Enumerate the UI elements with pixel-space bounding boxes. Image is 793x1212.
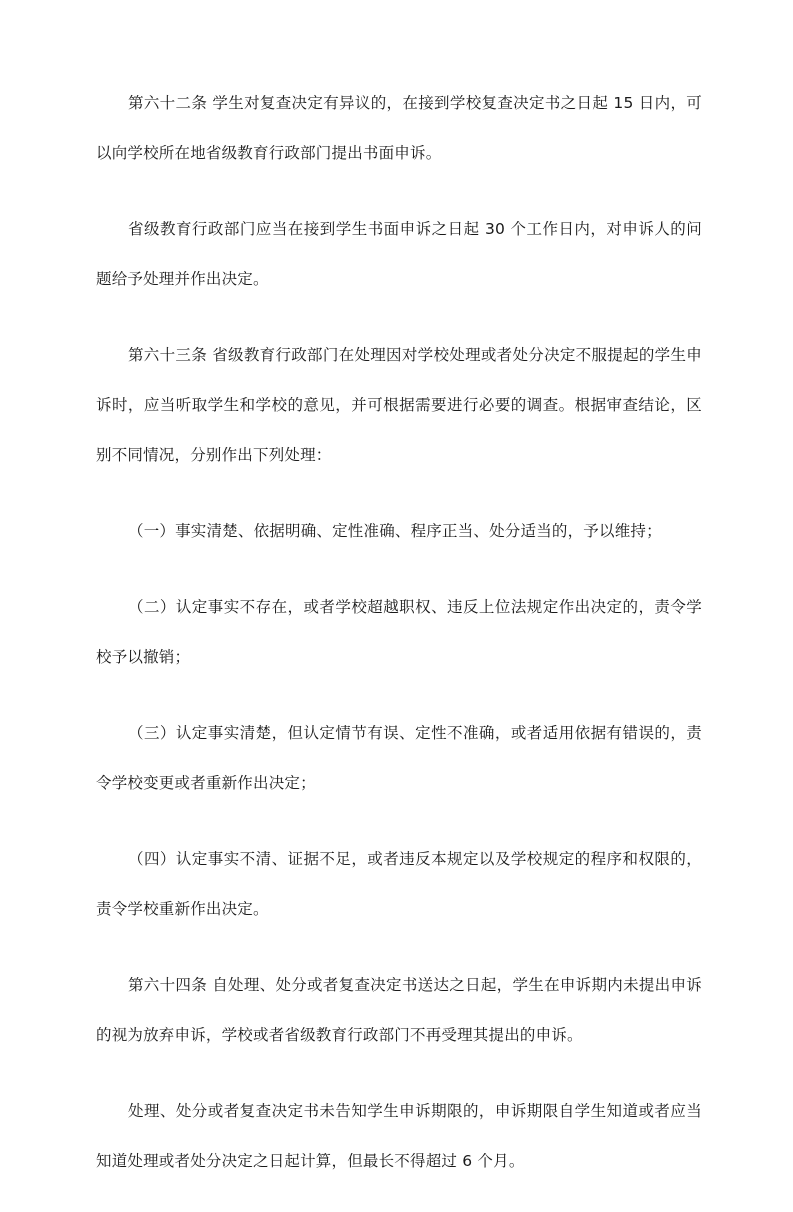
paragraph-article-62: 第六十二条 学生对复查决定有异议的，在接到学校复查决定书之日起 15 日内，可以向学校所在地省级教育行政部门提出书面申诉。 — [96, 94, 702, 162]
paragraph-article-64: 第六十四条 自处理、处分或者复查决定书送达之日起，学生在申诉期内未提出申诉的视为放弃申诉，学校或者省级教育行政部门不再受理其提出的申诉。 — [96, 976, 702, 1044]
paragraph-item-2: （二）认定事实不存在，或者学校超越职权、违反上位法规定作出决定的，责令学校予以撤销； — [96, 598, 702, 666]
paragraph-article-62-provincial: 省级教育行政部门应当在接到学生书面申诉之日起 30 个工作日内，对申诉人的问题给予处理并作出决定。 — [96, 220, 702, 288]
paragraph-article-64-deadline: 处理、处分或者复查决定书未告知学生申诉期限的，申诉期限自学生知道或者应当知道处理或者处分决定之日起计算，但最长不得超过 6 个月。 — [96, 1102, 702, 1170]
paragraph-item-4: （四）认定事实不清、证据不足，或者违反本规定以及学校规定的程序和权限的，责令学校重新作出决定。 — [96, 850, 702, 918]
paragraph-article-63: 第六十三条 省级教育行政部门在处理因对学校处理或者处分决定不服提起的学生申诉时，应当听取学生和学校的意见，并可根据需要进行必要的调查。根据审查结论，区别不同情况，分别作出下列处理： — [96, 346, 702, 464]
paragraph-item-3: （三）认定事实清楚，但认定情节有误、定性不准确，或者适用依据有错误的，责令学校变更或者重新作出决定； — [96, 724, 702, 792]
document-page — [96, 78, 702, 1212]
paragraph-item-1: （一）事实清楚、依据明确、定性准确、程序正当、处分适当的，予以维持； — [128, 522, 662, 540]
